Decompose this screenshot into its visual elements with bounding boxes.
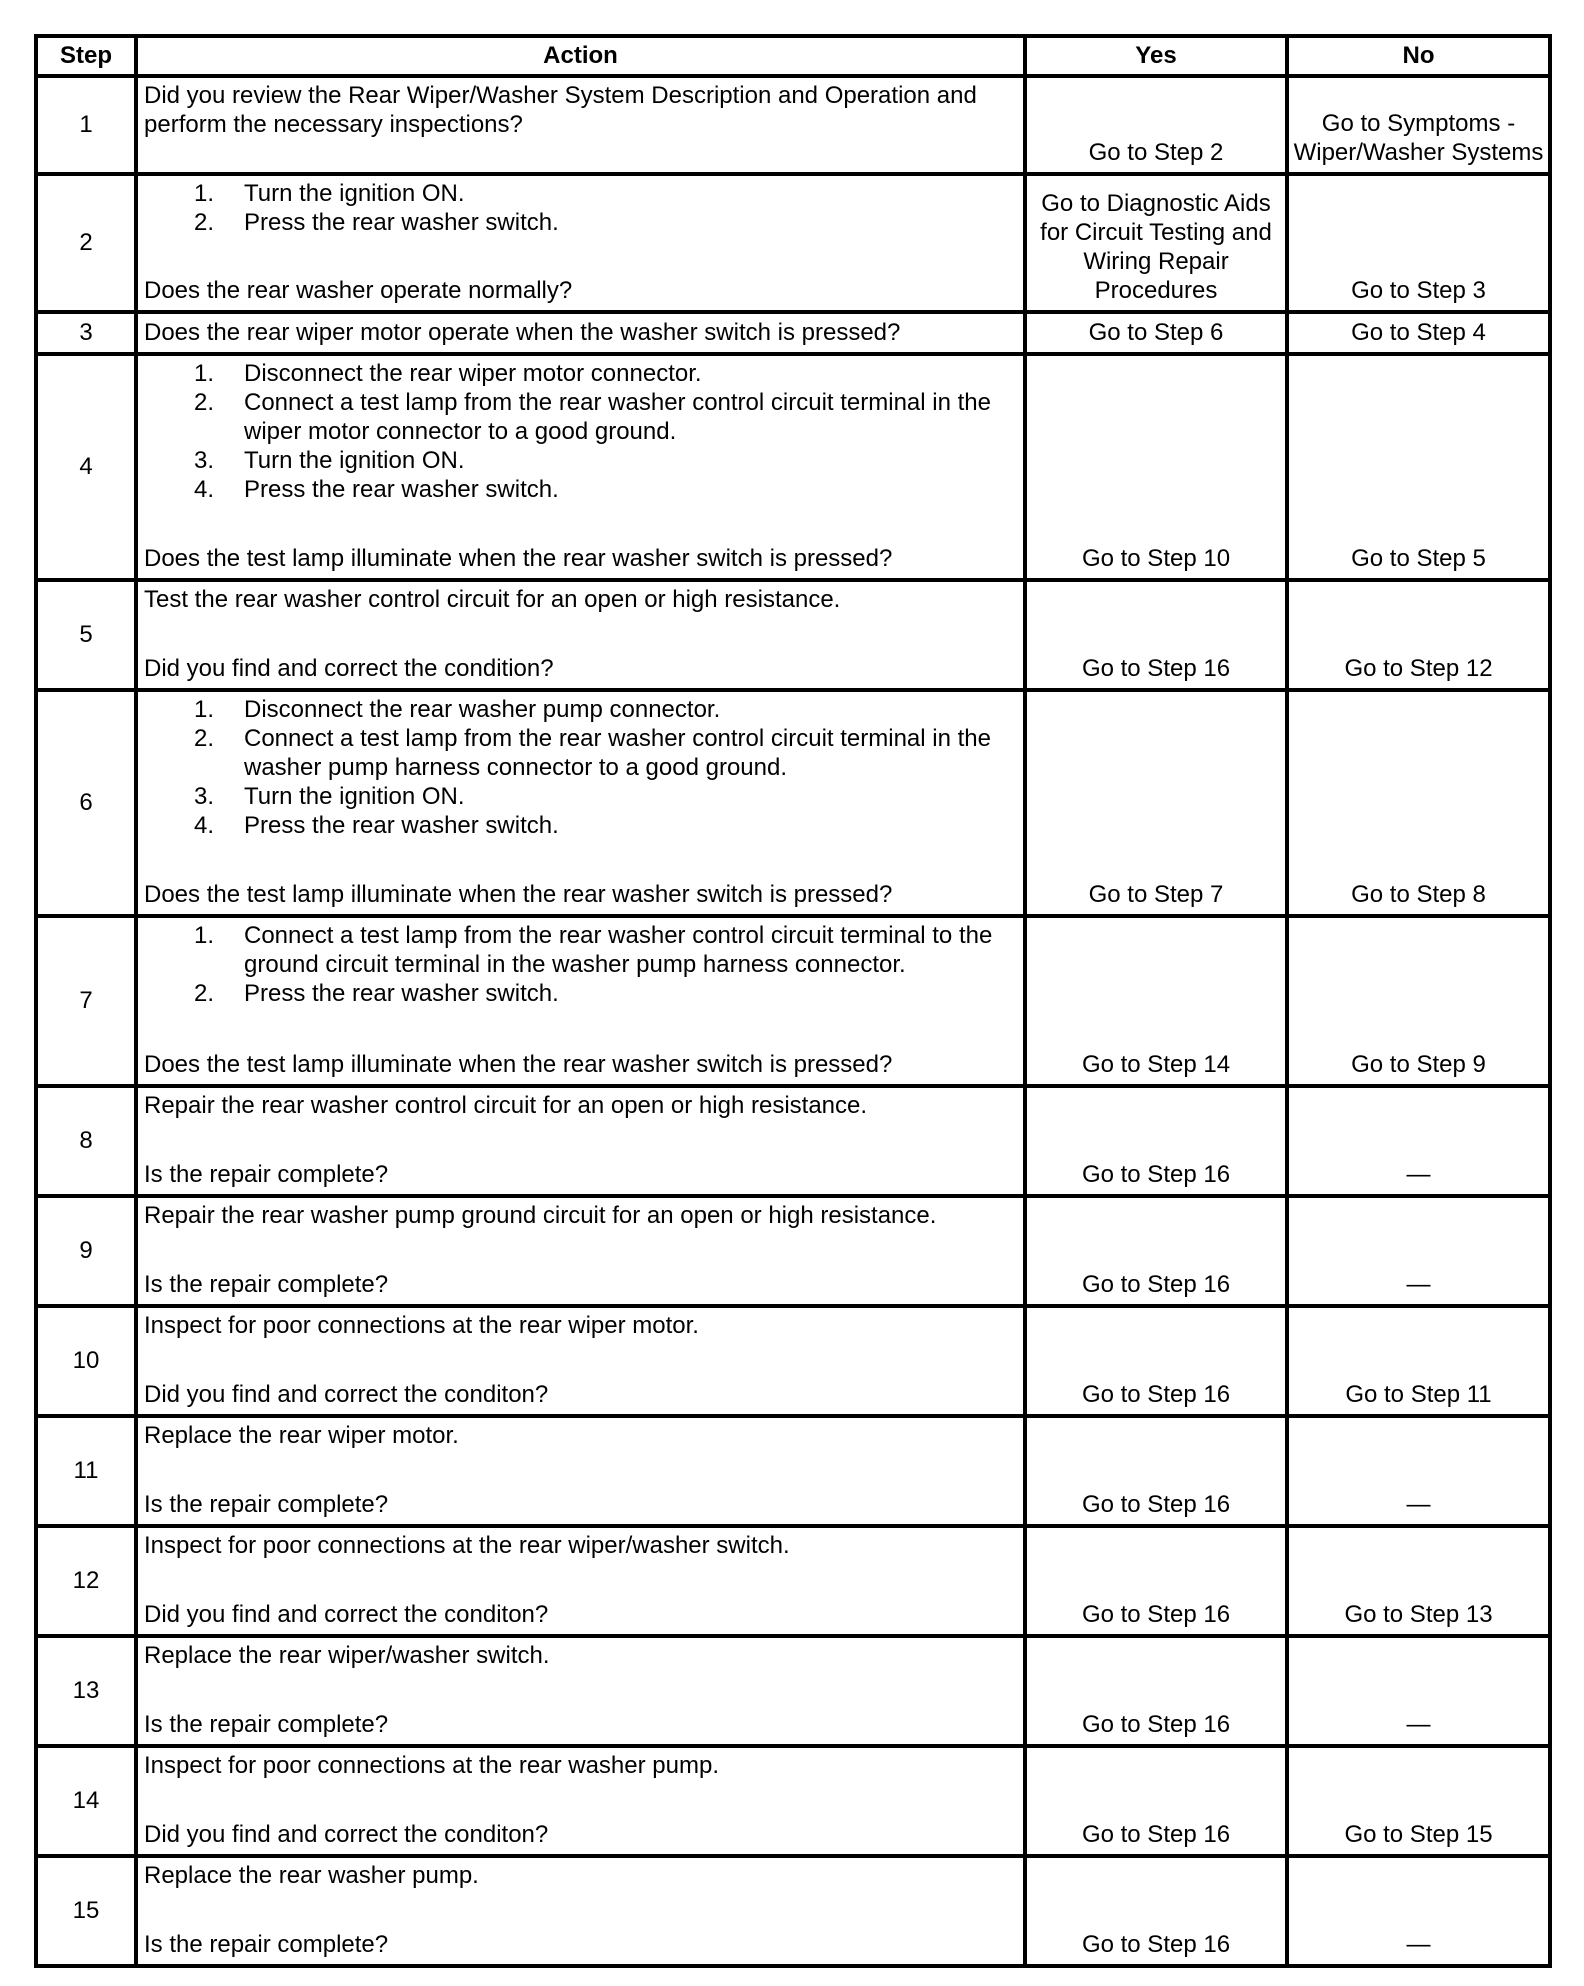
- action-question: Is the repair complete?: [144, 1931, 389, 1958]
- step-number: 14: [36, 1746, 136, 1856]
- action-text: Inspect for poor connections at the rear washer pump.: [144, 1752, 719, 1779]
- action-cell: [136, 1306, 1025, 1416]
- yes-result: Go to Step 14: [1025, 916, 1287, 1086]
- substep-item: [194, 208, 1017, 237]
- header-step: Step: [36, 36, 136, 76]
- action-cell: [136, 1086, 1025, 1196]
- yes-result: Go to Step 6: [1025, 312, 1287, 354]
- step-number: 12: [36, 1526, 136, 1636]
- no-result: —: [1287, 1416, 1550, 1526]
- table-row: [36, 1746, 1550, 1856]
- substep-list: [144, 179, 1017, 237]
- substep-number: 2.: [194, 725, 215, 752]
- substep-text: Connect a test lamp from the rear washer control circuit terminal to the ground circuit terminal in the washer pump harness connector.: [244, 922, 993, 978]
- substep-item: [194, 446, 1017, 475]
- substep-number: 2.: [194, 389, 215, 416]
- substep-item: [194, 921, 1017, 979]
- step-number: 15: [36, 1856, 136, 1966]
- action-text: Inspect for poor connections at the rear wiper/washer switch.: [144, 1532, 790, 1559]
- table-body: [36, 76, 1550, 1966]
- table-row: [36, 1636, 1550, 1746]
- action-text: Repair the rear washer control circuit for an open or high resistance.: [144, 1092, 868, 1119]
- action-cell: [136, 690, 1025, 916]
- substep-item: [194, 695, 1017, 724]
- yes-result: Go to Step 16: [1025, 1856, 1287, 1966]
- no-result: Go to Step 11: [1287, 1306, 1550, 1416]
- substep-number: 1.: [194, 360, 215, 387]
- substep-item: [194, 475, 1017, 504]
- action-cell: [136, 1196, 1025, 1306]
- action-question: Did you find and correct the conditon?: [144, 1601, 549, 1628]
- step-number: 9: [36, 1196, 136, 1306]
- action-question: Did you find and correct the condition?: [144, 655, 554, 682]
- table-row: [36, 916, 1550, 1086]
- action-question: Does the test lamp illuminate when the rear washer switch is pressed?: [144, 1051, 893, 1078]
- substep-number: 3.: [194, 447, 215, 474]
- step-number: 4: [36, 354, 136, 580]
- action-text: Replace the rear wiper/washer switch.: [144, 1642, 550, 1669]
- action-cell: [136, 1636, 1025, 1746]
- substep-item: [194, 359, 1017, 388]
- substep-text: Disconnect the rear wiper motor connector.: [244, 360, 702, 387]
- action-cell: [136, 76, 1025, 174]
- action-text: Inspect for poor connections at the rear wiper motor.: [144, 1312, 699, 1339]
- action-cell: [136, 1526, 1025, 1636]
- action-cell: [136, 1856, 1025, 1966]
- substep-text: Disconnect the rear washer pump connector.: [244, 696, 721, 723]
- header-row: [36, 36, 1550, 76]
- header-action: Action: [136, 36, 1025, 76]
- substep-number: 3.: [194, 783, 215, 810]
- header-no: No: [1287, 36, 1550, 76]
- substep-number: 4.: [194, 812, 215, 839]
- step-number: 8: [36, 1086, 136, 1196]
- substep-text: Press the rear washer switch.: [244, 980, 559, 1007]
- table-row: [36, 354, 1550, 580]
- table-row: [36, 1416, 1550, 1526]
- yes-result: Go to Step 16: [1025, 1306, 1287, 1416]
- no-result: Go to Step 12: [1287, 580, 1550, 690]
- substep-text: Turn the ignition ON.: [244, 447, 465, 474]
- substep-number: 1.: [194, 696, 215, 723]
- yes-result: Go to Step 16: [1025, 1636, 1287, 1746]
- substep-list: [144, 695, 1017, 840]
- yes-result: Go to Step 16: [1025, 1746, 1287, 1856]
- yes-result: Go to Step 2: [1025, 76, 1287, 174]
- no-result: Go to Step 5: [1287, 354, 1550, 580]
- no-result: —: [1287, 1856, 1550, 1966]
- action-cell: [136, 580, 1025, 690]
- yes-result: Go to Step 16: [1025, 1086, 1287, 1196]
- no-result: Go to Step 13: [1287, 1526, 1550, 1636]
- no-result: —: [1287, 1636, 1550, 1746]
- step-number: 7: [36, 916, 136, 1086]
- substep-item: [194, 782, 1017, 811]
- action-text: Repair the rear washer pump ground circuit for an open or high resistance.: [144, 1202, 937, 1229]
- yes-result: Go to Diagnostic Aids for Circuit Testing and Wiring Repair Procedures: [1025, 174, 1287, 312]
- action-text: Replace the rear wiper motor.: [144, 1422, 459, 1449]
- substep-number: 1.: [194, 922, 215, 949]
- action-cell: [136, 312, 1025, 354]
- action-question: Is the repair complete?: [144, 1271, 389, 1298]
- table-row: [36, 1526, 1550, 1636]
- no-result: Go to Step 8: [1287, 690, 1550, 916]
- substep-text: Press the rear washer switch.: [244, 209, 559, 236]
- substep-item: [194, 811, 1017, 840]
- header-yes: Yes: [1025, 36, 1287, 76]
- substep-item: [194, 724, 1017, 782]
- action-text: Test the rear washer control circuit for an open or high resistance.: [144, 586, 841, 613]
- action-cell: [136, 354, 1025, 580]
- yes-result: Go to Step 16: [1025, 1416, 1287, 1526]
- no-result: Go to Step 15: [1287, 1746, 1550, 1856]
- table-row: [36, 1306, 1550, 1416]
- substep-text: Connect a test lamp from the rear washer control circuit terminal in the wiper motor connector to a good ground.: [244, 389, 991, 445]
- substep-item: [194, 979, 1017, 1008]
- action-text: Does the rear wiper motor operate when the washer switch is pressed?: [144, 318, 901, 346]
- action-question: Does the rear washer operate normally?: [144, 277, 573, 304]
- action-cell: [136, 916, 1025, 1086]
- substep-text: Turn the ignition ON.: [244, 783, 465, 810]
- yes-result: Go to Step 10: [1025, 354, 1287, 580]
- action-cell: [136, 1746, 1025, 1856]
- no-result: Go to Step 9: [1287, 916, 1550, 1086]
- substep-item: [194, 179, 1017, 208]
- table-row: [36, 1856, 1550, 1966]
- table-row: [36, 76, 1550, 174]
- yes-result: Go to Step 7: [1025, 690, 1287, 916]
- diagnostic-table: [34, 34, 1552, 1968]
- yes-result: Go to Step 16: [1025, 1526, 1287, 1636]
- table-row: [36, 690, 1550, 916]
- table-row: [36, 580, 1550, 690]
- step-number: 6: [36, 690, 136, 916]
- table-row: [36, 312, 1550, 354]
- yes-result: Go to Step 16: [1025, 580, 1287, 690]
- no-result: —: [1287, 1086, 1550, 1196]
- substep-number: 4.: [194, 476, 215, 503]
- action-cell: [136, 1416, 1025, 1526]
- substep-number: 1.: [194, 180, 215, 207]
- substep-number: 2.: [194, 209, 215, 236]
- action-text: Did you review the Rear Wiper/Washer System Description and Operation and perform the necessary inspections?: [144, 82, 977, 138]
- table-row: [36, 174, 1550, 312]
- step-number: 10: [36, 1306, 136, 1416]
- substep-text: Turn the ignition ON.: [244, 180, 465, 207]
- no-result: —: [1287, 1196, 1550, 1306]
- action-text: Replace the rear washer pump.: [144, 1862, 479, 1889]
- substep-list: [144, 921, 1017, 1008]
- action-question: Is the repair complete?: [144, 1491, 389, 1518]
- action-question: Is the repair complete?: [144, 1711, 389, 1738]
- action-cell: [136, 174, 1025, 312]
- action-question: Did you find and correct the conditon?: [144, 1821, 549, 1848]
- substep-list: [144, 359, 1017, 504]
- yes-result: Go to Step 16: [1025, 1196, 1287, 1306]
- step-number: 1: [36, 76, 136, 174]
- action-question: Does the test lamp illuminate when the rear washer switch is pressed?: [144, 881, 893, 908]
- substep-text: Press the rear washer switch.: [244, 812, 559, 839]
- substep-text: Press the rear washer switch.: [244, 476, 559, 503]
- table-row: [36, 1086, 1550, 1196]
- table-row: [36, 1196, 1550, 1306]
- action-question: Is the repair complete?: [144, 1161, 389, 1188]
- action-question: Did you find and correct the conditon?: [144, 1381, 549, 1408]
- substep-item: [194, 388, 1017, 446]
- step-number: 3: [36, 312, 136, 354]
- no-result: Go to Step 3: [1287, 174, 1550, 312]
- step-number: 5: [36, 580, 136, 690]
- step-number: 2: [36, 174, 136, 312]
- substep-text: Connect a test lamp from the rear washer control circuit terminal in the washer pump harness connector to a good ground.: [244, 725, 991, 781]
- action-question: Does the test lamp illuminate when the rear washer switch is pressed?: [144, 545, 893, 572]
- no-result: Go to Step 4: [1287, 312, 1550, 354]
- substep-number: 2.: [194, 980, 215, 1007]
- step-number: 13: [36, 1636, 136, 1746]
- step-number: 11: [36, 1416, 136, 1526]
- no-result: Go to Symptoms - Wiper/Washer Systems: [1287, 76, 1550, 174]
